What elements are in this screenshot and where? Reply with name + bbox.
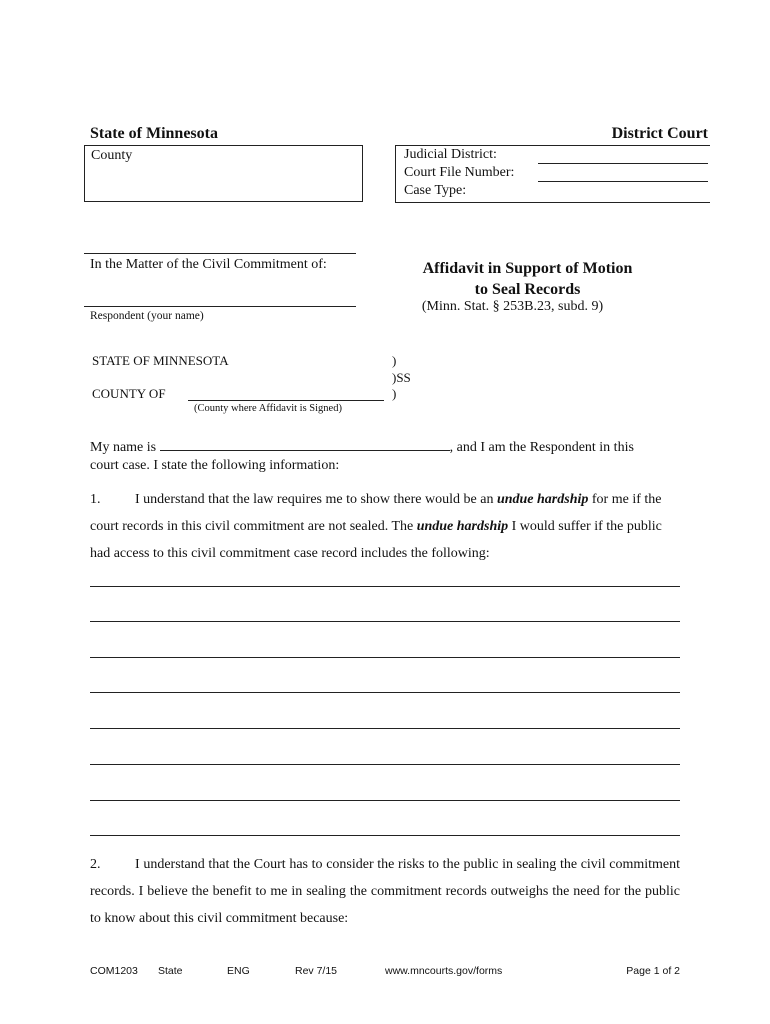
footer-category: State: [158, 965, 183, 977]
paragraph-2: [90, 851, 680, 932]
hardship-line-8[interactable]: [90, 835, 680, 836]
footer-website[interactable]: www.mncourts.gov/forms: [385, 965, 503, 977]
intro-prefix: My name is: [90, 440, 157, 455]
venue-paren-3: ): [392, 386, 397, 401]
paragraph-1-text-b: for me if the court records in this civil commitment are not sealed. The: [90, 492, 662, 534]
venue-state: STATE OF MINNESOTA: [92, 353, 229, 368]
court-file-field[interactable]: [538, 181, 708, 182]
state-title: State of Minnesota: [90, 125, 218, 142]
paragraph-1-text-c: I would suffer if the public had access to this civil commitment case record includes the following:: [90, 519, 662, 561]
document-title-line1: Affidavit in Support of Motion: [422, 260, 633, 277]
respondent-name-field[interactable]: [84, 306, 356, 307]
document-title-line2: to Seal Records: [474, 281, 581, 298]
paragraph-2-number: 2.: [90, 857, 101, 872]
paragraph-1-text-a: I understand that the law requires me to show there would be an: [135, 492, 494, 507]
matter-label: In the Matter of the Civil Commitment of:: [90, 257, 327, 272]
venue-county-field[interactable]: [188, 400, 384, 401]
paragraph-1: [90, 486, 680, 567]
hardship-line-5[interactable]: [90, 728, 680, 729]
venue-paren-1: ): [392, 353, 397, 368]
hardship-line-1[interactable]: [90, 586, 680, 587]
document-title: [395, 258, 660, 300]
name-field[interactable]: [160, 437, 450, 451]
intro-statement: [90, 437, 690, 475]
court-info-box: [395, 145, 710, 203]
paragraph-1-emphasis-a: undue hardship: [496, 492, 589, 507]
county-label: County: [91, 148, 133, 163]
case-type-label: Case Type:: [404, 183, 467, 198]
hardship-line-6[interactable]: [90, 764, 680, 765]
statute-citation: (Minn. Stat. § 253B.23, subd. 9): [421, 299, 604, 314]
caption-top-rule: [84, 253, 356, 254]
hardship-line-2[interactable]: [90, 621, 680, 622]
judicial-district-field[interactable]: [538, 163, 708, 164]
hardship-line-7[interactable]: [90, 800, 680, 801]
hardship-line-4[interactable]: [90, 692, 680, 693]
hardship-line-3[interactable]: [90, 657, 680, 658]
court-title: District Court: [611, 125, 708, 142]
paragraph-1-emphasis-b: undue hardship: [416, 519, 509, 534]
footer-revision: Rev 7/15: [295, 965, 338, 977]
intro-suffix: , and I am the Respondent in this: [449, 440, 634, 455]
paragraph-1-number: 1.: [90, 492, 101, 507]
footer-language: ENG: [227, 965, 250, 977]
judicial-district-label: Judicial District:: [404, 147, 497, 162]
respondent-label: Respondent (your name): [90, 310, 204, 322]
paragraph-2-text: I understand that the Court has to consider the risks to the public in sealing the civil commitment records. I believe the benefit to me in sealing the commitment records outweighs the need for the public to know about this civil commitment because:: [90, 857, 680, 926]
venue-county-note: (County where Affidavit is Signed): [194, 403, 342, 414]
court-file-label: Court File Number:: [404, 165, 515, 180]
footer-form-code: COM1203: [90, 965, 138, 977]
venue-county-label: COUNTY OF: [92, 386, 166, 401]
intro-line2: court case. I state the following information:: [90, 458, 340, 473]
venue-paren-2: )SS: [392, 370, 411, 385]
county-field-box[interactable]: [84, 145, 363, 202]
footer-page-number: Page 1 of 2: [626, 965, 680, 977]
